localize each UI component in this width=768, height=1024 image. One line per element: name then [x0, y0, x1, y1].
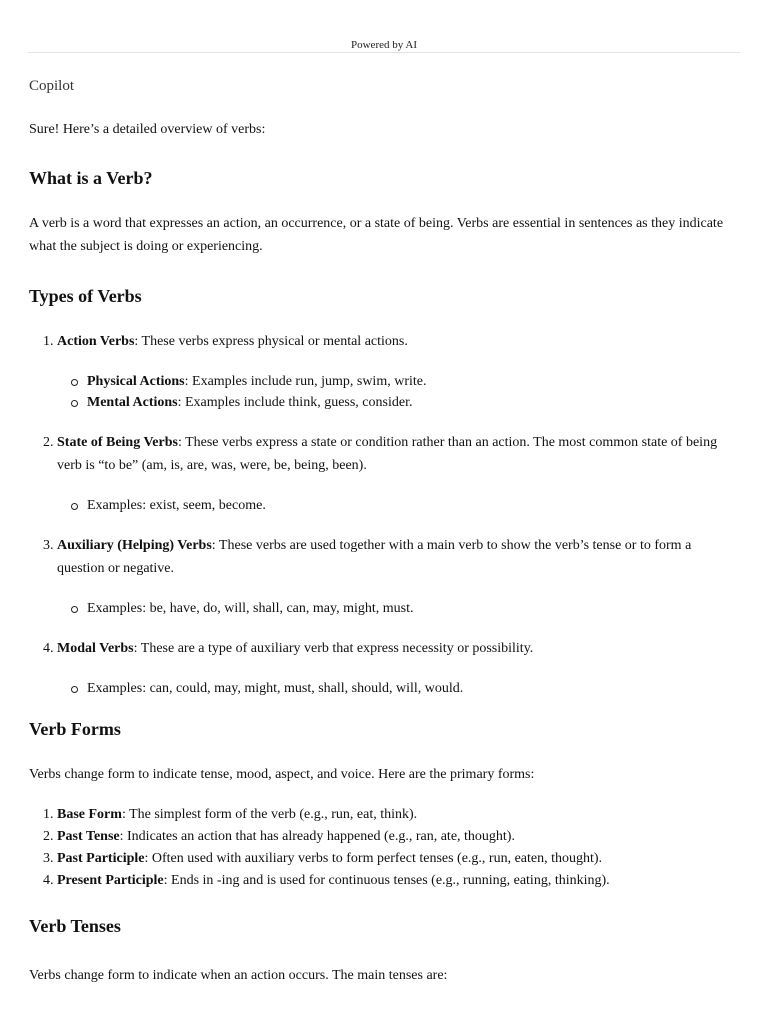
list-item	[57, 637, 741, 699]
sub-term-label: Physical Actions	[87, 374, 185, 389]
list-item	[57, 534, 741, 619]
term-description: : Ends in -ing and is used for continuous tenses (e.g., running, eating, thinking).	[163, 873, 610, 888]
circle-bullet-icon	[71, 503, 78, 510]
term-description: : Indicates an action that has already happened (e.g., ran, ate, thought).	[119, 829, 515, 844]
sub-item-text: Examples: can, could, may, might, must, shall, should, will, would.	[87, 681, 464, 696]
verb-forms-list	[29, 804, 741, 892]
intro-text: Sure! Here’s a detailed overview of verbs:	[29, 122, 266, 137]
term-description: : These verbs express a state or condition rather than an action. The most common state of being verb is “to be” (am, is, are, was, were, be, being, been).	[57, 435, 718, 473]
term-description: : The simplest form of the verb (e.g., run, eat, think).	[121, 807, 418, 822]
sub-list-item	[87, 371, 741, 392]
sub-list-item	[87, 598, 741, 619]
heading-verb-forms: Verb Forms	[29, 719, 121, 739]
term-description: : These verbs are used together with a main verb to show the verb’s tense or to form a question or negative.	[57, 538, 692, 576]
term-label: Auxiliary (Helping) Verbs	[57, 538, 212, 553]
sub-term-label: Mental Actions	[87, 395, 178, 410]
list-item	[57, 870, 741, 892]
sub-list	[57, 495, 741, 516]
circle-bullet-icon	[71, 606, 78, 613]
circle-bullet-icon	[71, 686, 78, 693]
term-label: Action Verbs	[57, 334, 135, 349]
sub-list-item	[87, 495, 741, 516]
term-label: Past Participle	[57, 851, 145, 866]
heading-what-is-a-verb: What is a Verb?	[29, 168, 153, 188]
types-of-verbs-list	[29, 330, 741, 699]
list-item	[57, 804, 741, 826]
list-item	[57, 848, 741, 870]
sub-list-item	[87, 392, 741, 413]
sub-list	[57, 371, 741, 413]
term-description: : Often used with auxiliary verbs to form perfect tenses (e.g., run, eaten, thought).	[144, 851, 603, 866]
sub-item-text: Examples: exist, seem, become.	[87, 498, 266, 513]
list-item	[57, 826, 741, 848]
heading-verb-tenses: Verb Tenses	[29, 916, 121, 936]
paragraph-verb-forms: Verbs change form to indicate tense, mood, aspect, and voice. Here are the primary forms:	[29, 767, 535, 782]
circle-bullet-icon	[71, 379, 78, 386]
paragraph-verb-tenses: Verbs change form to indicate when an action occurs. The main tenses are:	[29, 968, 448, 983]
term-description: : These are a type of auxiliary verb that express necessity or possibility.	[133, 641, 534, 656]
paragraph-what-is-a-verb: A verb is a word that expresses an action, an occurrence, or a state of being. Verbs are essential in sentences as they indicate what the subject is doing or experiencing.	[29, 216, 724, 254]
sub-list-item	[87, 678, 741, 699]
powered-by-label: Powered by AI	[351, 39, 417, 51]
sender-name: Copilot	[29, 78, 75, 94]
term-label: Base Form	[57, 807, 122, 822]
term-label: Past Tense	[57, 829, 120, 844]
powered-by-banner	[28, 0, 740, 53]
sub-item-text: Examples: be, have, do, will, shall, can, may, might, must.	[87, 601, 414, 616]
term-label: Modal Verbs	[57, 641, 134, 656]
heading-types-of-verbs: Types of Verbs	[29, 286, 142, 306]
term-label: Present Participle	[57, 873, 164, 888]
term-description: : These verbs express physical or mental actions.	[134, 334, 408, 349]
chat-response	[29, 70, 741, 987]
sub-list	[57, 598, 741, 619]
list-item	[57, 330, 741, 413]
sub-term-description: : Examples include run, jump, swim, write.	[184, 374, 427, 389]
circle-bullet-icon	[71, 400, 78, 407]
term-label: State of Being Verbs	[57, 435, 178, 450]
sub-list	[57, 678, 741, 699]
sub-term-description: : Examples include think, guess, consider.	[177, 395, 413, 410]
list-item	[57, 431, 741, 516]
